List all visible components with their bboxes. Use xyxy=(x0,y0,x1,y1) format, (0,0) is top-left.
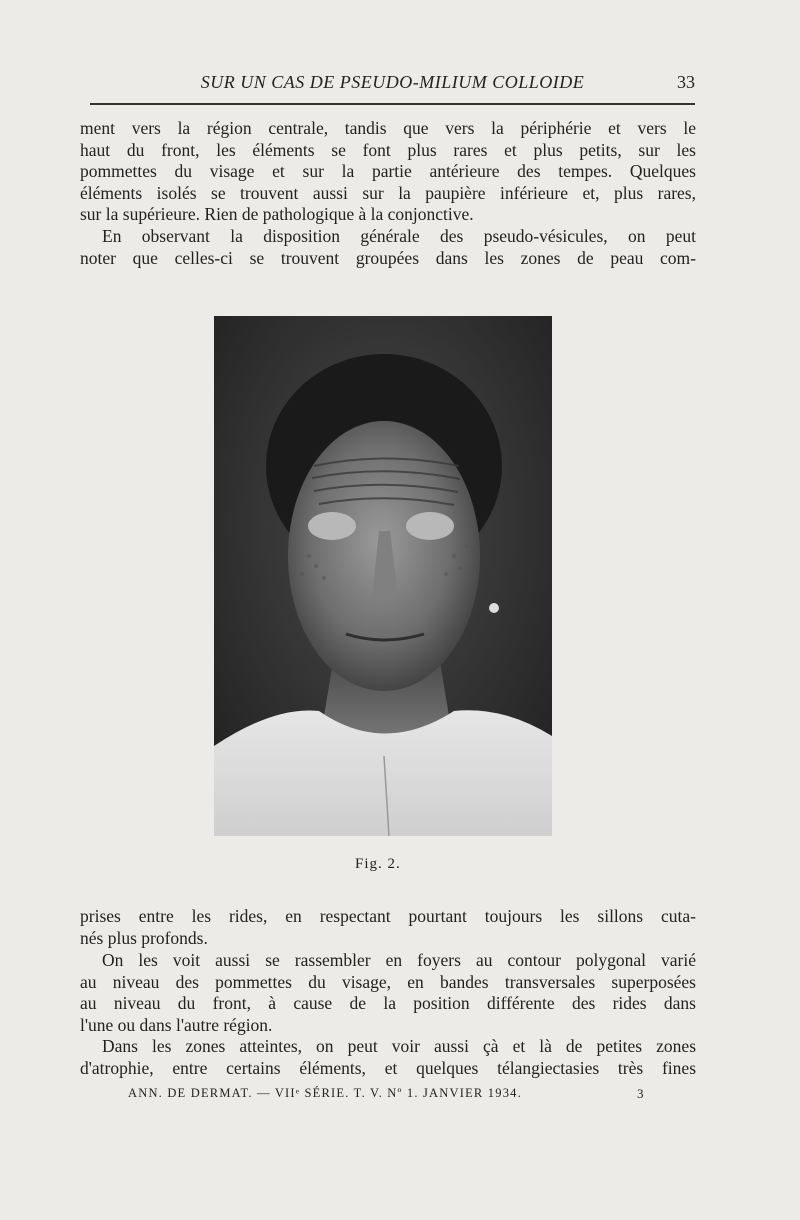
text-line: noter que celles-ci se trouvent groupées dans les zones de peau com- xyxy=(80,247,696,268)
photograph-image xyxy=(214,316,552,836)
paragraph-atrophie xyxy=(80,1036,696,1079)
paragraph-continuation xyxy=(80,118,696,226)
text-line: En observant la disposition générale des pseudo-vésicules, on peut xyxy=(102,226,696,246)
signature-number: 3 xyxy=(637,1086,644,1101)
patient-photograph xyxy=(214,316,552,836)
text-line: Dans les zones atteintes, on peut voir aussi çà et là de petites zones xyxy=(102,1036,696,1056)
text-line: prises entre les rides, en respectant pourtant toujours les sillons cuta- xyxy=(80,906,696,926)
page-number: 33 xyxy=(677,72,695,92)
paragraph-foyers xyxy=(80,950,696,1036)
text-line: sur la supérieure. Rien de pathologique à la conjonctive. xyxy=(80,204,474,224)
text-line: haut du front, les éléments se font plus rares et plus petits, sur les xyxy=(80,139,696,160)
text-line: pommettes du visage et sur la partie antérieure des tempes. Quelques xyxy=(80,161,696,181)
text-line: ment vers la région centrale, tandis que vers la périphérie et vers le xyxy=(80,118,696,138)
text-line: au niveau des pommettes du visage, en bandes transversales superposées xyxy=(80,971,696,992)
text-line: l'une ou dans l'autre région. xyxy=(80,1014,273,1035)
text-line: On les voit aussi se rassembler en foyers au contour polygonal varié xyxy=(102,950,696,970)
journal-footer: ANN. DE DERMAT. — VIIᵉ SÉRIE. T. V. Nº 1. JANVIER 1934. xyxy=(128,1086,522,1100)
paragraph-rides xyxy=(80,906,696,949)
text-line: éléments isolés se trouvent aussi sur la paupière inférieure et, plus rares, xyxy=(80,182,696,203)
text-line: au niveau du front, à cause de la position différente des rides dans xyxy=(80,993,696,1013)
text-line: nés plus profonds. xyxy=(80,927,208,948)
paragraph-disposition xyxy=(80,226,696,269)
running-title: SUR UN CAS DE PSEUDO-MILIUM COLLOIDE xyxy=(200,72,585,92)
figure-caption: Fig. 2. xyxy=(355,856,401,872)
text-line: d'atrophie, entre certains éléments, et quelques télangiectasies très fines xyxy=(80,1057,696,1078)
page-header xyxy=(90,68,695,98)
header-rule xyxy=(90,103,695,105)
